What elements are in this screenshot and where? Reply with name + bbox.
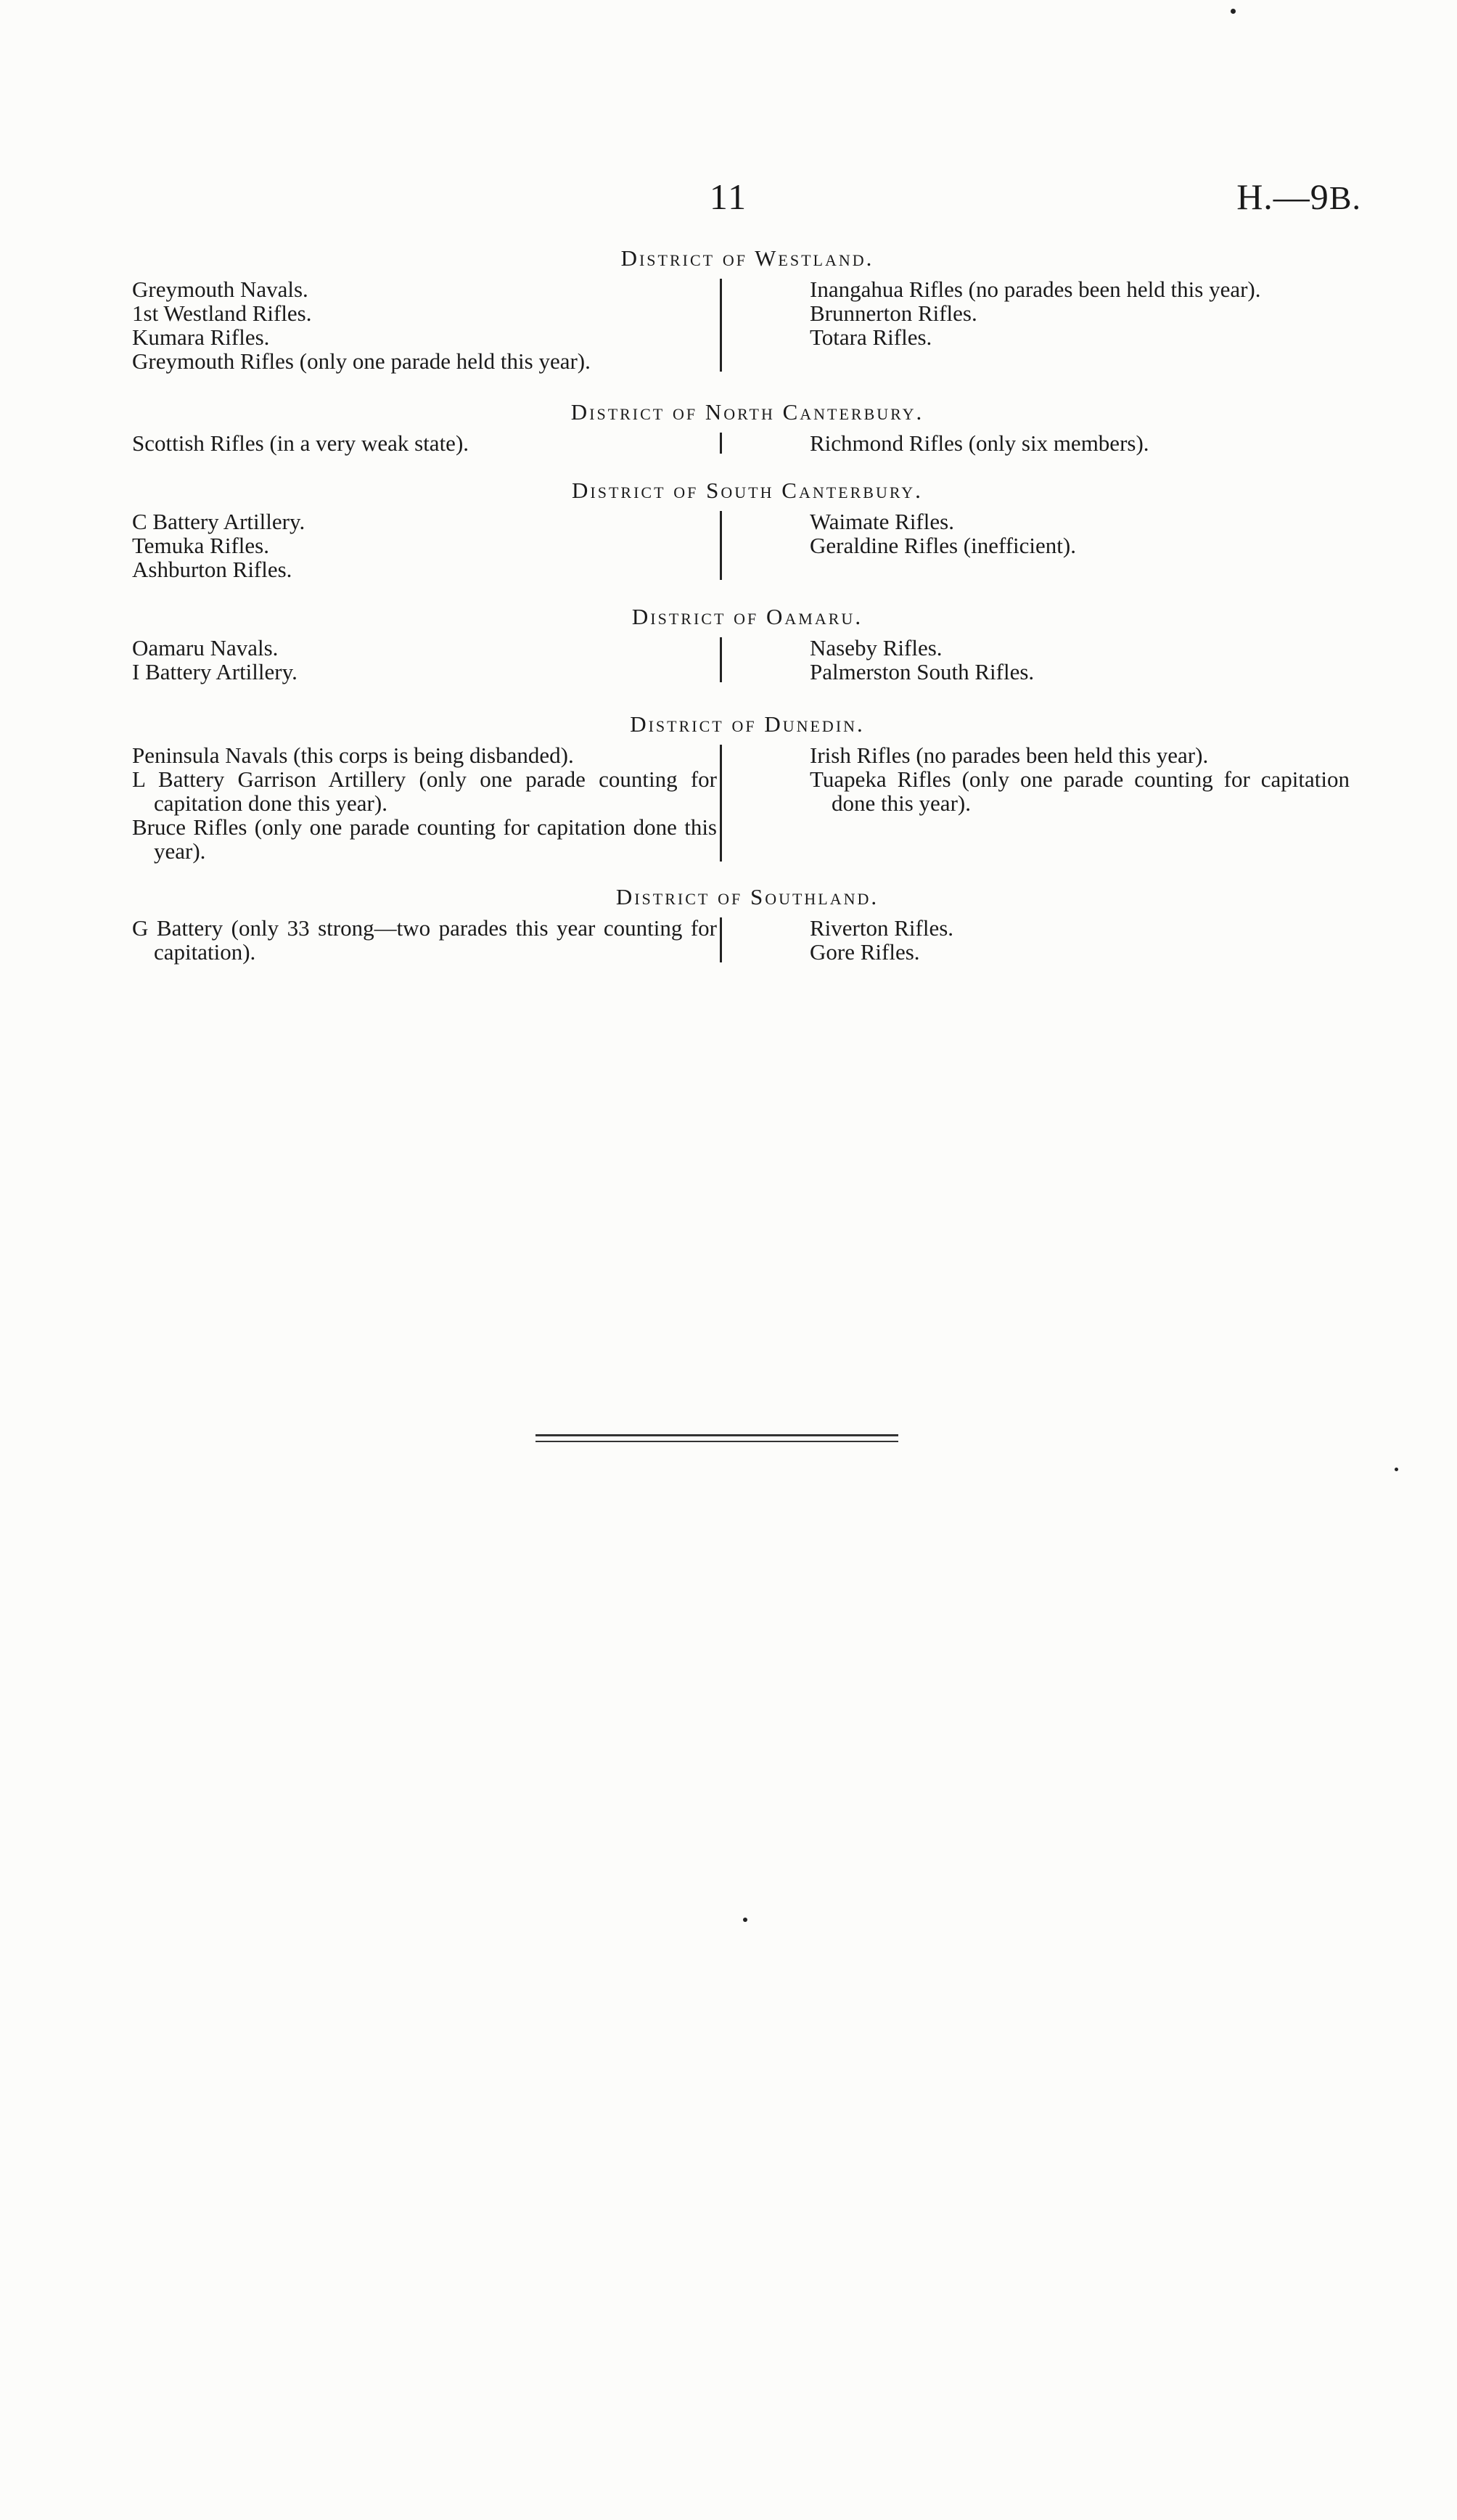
- district-dunedin: [132, 711, 1363, 863]
- left-column: [132, 916, 724, 964]
- corps-entry: Temuka Rifles.: [132, 533, 269, 558]
- document-reference-suffix: B.: [1329, 179, 1361, 216]
- right-column: [724, 510, 1350, 581]
- corps-entry: Naseby Rifles.: [810, 635, 943, 660]
- column-divider: [720, 511, 722, 580]
- district-columns: [132, 743, 1363, 863]
- left-column: [132, 636, 724, 684]
- district-heading: District of South Canterbury.: [572, 478, 923, 503]
- corps-entry: Greymouth Rifles (only one parade held this year).: [132, 348, 591, 374]
- district-heading: District of Oamaru.: [631, 604, 863, 629]
- corps-entry: Riverton Rifles.: [810, 915, 954, 941]
- corps-entry: C Battery Artillery.: [132, 509, 305, 534]
- corps-entry: Greymouth Navals.: [132, 277, 308, 302]
- left-column: [132, 431, 724, 455]
- district-heading: District of Westland.: [620, 245, 874, 271]
- corps-entry: I Battery Artillery.: [132, 659, 297, 684]
- corps-entry: Kumara Rifles.: [132, 324, 270, 350]
- document-reference: [1236, 176, 1361, 218]
- scan-speck: [1395, 1468, 1398, 1471]
- district-southland: [132, 884, 1363, 964]
- page-number: 11: [709, 176, 748, 217]
- district-columns: [132, 431, 1363, 455]
- corps-entry: Richmond Rifles (only six members).: [810, 430, 1149, 456]
- corps-entry: Peninsula Navals (this corps is being disbanded).: [132, 742, 574, 768]
- scan-speck: [1231, 9, 1236, 14]
- district-columns: [132, 636, 1363, 684]
- end-rule: [535, 1434, 898, 1442]
- end-rule-top-line: [535, 1434, 898, 1436]
- corps-entry: Ashburton Rifles.: [132, 557, 292, 582]
- district-heading: District of Southland.: [615, 884, 879, 909]
- district-columns: [132, 277, 1363, 373]
- end-rule-bottom-line: [535, 1441, 898, 1442]
- district-westland: [132, 245, 1363, 373]
- right-column: [724, 743, 1350, 863]
- corps-entry: G Battery (only 33 strong—two parades this year counting for capitation).: [132, 915, 717, 965]
- district-south-canterbury: [132, 478, 1363, 581]
- left-column: [132, 277, 724, 373]
- right-column: [724, 636, 1350, 684]
- column-divider: [720, 433, 722, 454]
- left-column: [132, 743, 724, 863]
- corps-entry: Totara Rifles.: [810, 324, 932, 350]
- left-column: [132, 510, 724, 581]
- column-divider: [720, 637, 722, 682]
- right-column: [724, 431, 1350, 455]
- column-divider: [720, 917, 722, 962]
- district-columns: [132, 916, 1363, 964]
- corps-entry: 1st Westland Rifles.: [132, 300, 312, 326]
- corps-entry: Palmerston South Rifles.: [810, 659, 1035, 684]
- right-column: [724, 916, 1350, 964]
- corps-entry: Waimate Rifles.: [810, 509, 954, 534]
- corps-entry: Inangahua Rifles (no parades been held this year).: [810, 277, 1261, 302]
- district-oamaru: [132, 604, 1363, 684]
- district-north-canterbury: [132, 399, 1363, 455]
- district-heading: District of Dunedin.: [630, 711, 865, 737]
- column-divider: [720, 745, 722, 862]
- column-divider: [720, 279, 722, 372]
- scan-speck: [743, 1918, 747, 1922]
- district-heading: District of North Canterbury.: [570, 399, 924, 425]
- corps-entry: Oamaru Navals.: [132, 635, 279, 660]
- document-reference-main: H.—9: [1236, 176, 1329, 217]
- right-column: [724, 277, 1350, 373]
- corps-entry: Tuapeka Rifles (only one parade counting for capitation done this year).: [810, 766, 1350, 816]
- corps-entry: L Battery Garrison Artillery (only one parade counting for capitation done this year).: [132, 766, 717, 816]
- corps-entry: Scottish Rifles (in a very weak state).: [132, 430, 469, 456]
- corps-entry: Geraldine Rifles (inefficient).: [810, 533, 1076, 558]
- district-columns: [132, 510, 1363, 581]
- corps-entry: Irish Rifles (no parades been held this year).: [810, 742, 1209, 768]
- corps-entry: Bruce Rifles (only one parade counting for capitation done this year).: [132, 814, 717, 864]
- corps-entry: Brunnerton Rifles.: [810, 300, 977, 326]
- corps-entry: Gore Rifles.: [810, 939, 920, 965]
